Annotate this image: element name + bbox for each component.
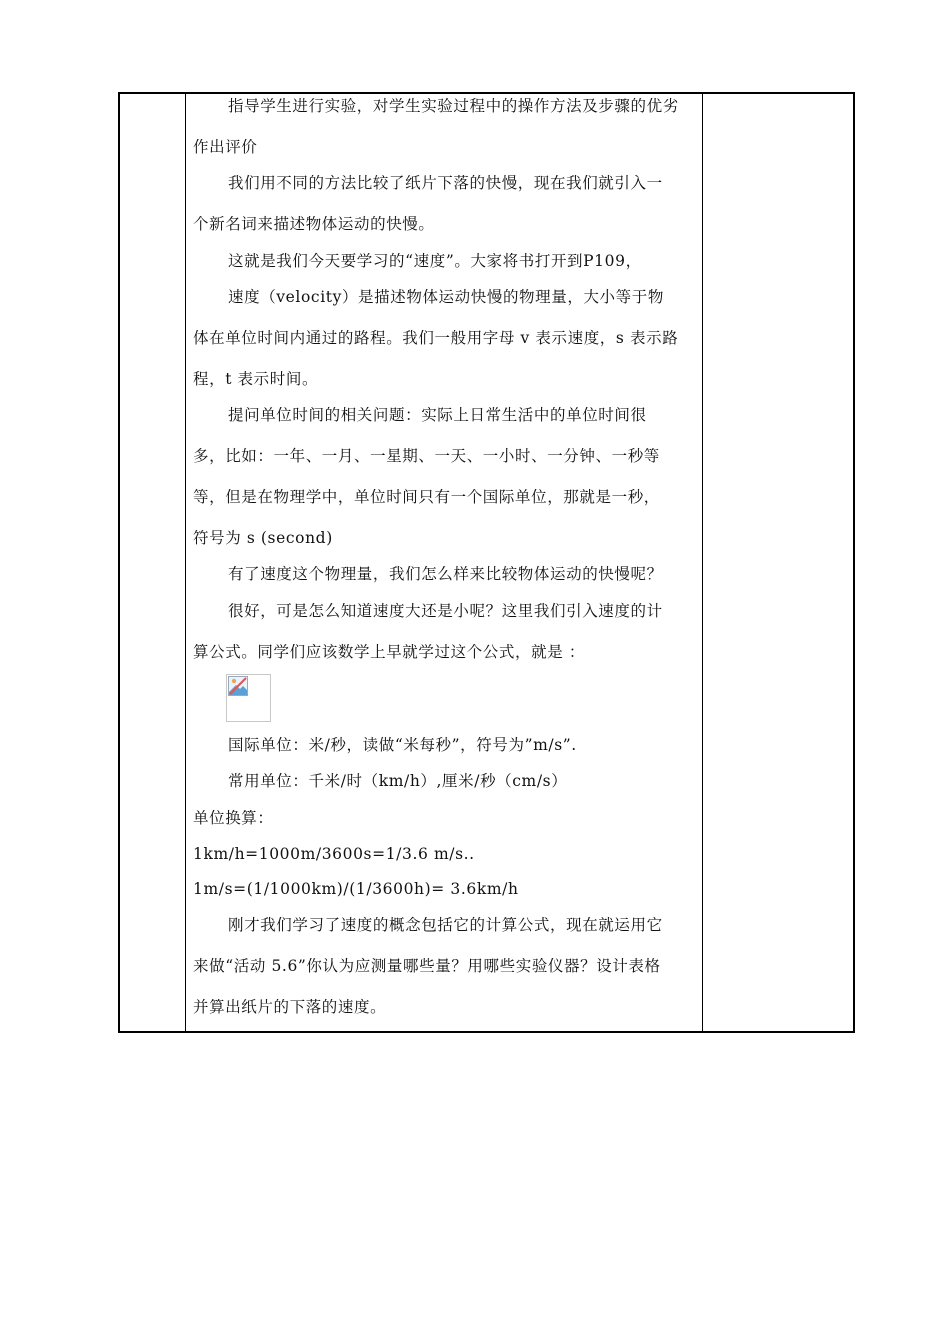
- text-line: 1m/s=(1/1000km)/(1/3600h)= 3.6km/h: [193, 880, 519, 898]
- text-line: 常用单位：千米/时（km/h）,厘米/秒（cm/s）: [228, 772, 568, 790]
- text-line: 算公式。同学们应该数学上早就学过这个公式，就是 ：: [193, 643, 585, 661]
- table-divider-right: [702, 94, 703, 1031]
- text-line: 刚才我们学习了速度的概念包括它的计算公式，现在就运用它: [228, 916, 663, 934]
- text-line: 多，比如：一年、一月、一星期、一天、一小时、一分钟、一秒等: [193, 447, 660, 465]
- table-divider-left: [185, 94, 186, 1031]
- text-line: 国际单位：米/秒，读做“米每秒”，符号为”m/s”.: [228, 736, 577, 754]
- text-line: 速度（velocity）是描述物体运动快慢的物理量，大小等于物: [228, 288, 664, 306]
- text-line: 体在单位时间内通过的路程。我们一般用字母 v 表示速度，s 表示路: [193, 329, 679, 347]
- text-line: 提问单位时间的相关问题：实际上日常生活中的单位时间很: [228, 406, 647, 424]
- formula-image: [226, 674, 271, 722]
- broken-image-icon: [228, 676, 248, 696]
- text-line: 单位换算：: [193, 809, 274, 827]
- text-line: 指导学生进行实验，对学生实验过程中的操作方法及步骤的优劣: [228, 97, 679, 115]
- text-line: 等，但是在物理学中，单位时间只有一个国际单位，那就是一秒，: [193, 488, 660, 506]
- text-line: 很好，可是怎么知道速度大还是小呢？这里我们引入速度的计: [228, 602, 663, 620]
- text-line: 我们用不同的方法比较了纸片下落的快慢，现在我们就引入一: [228, 174, 663, 192]
- text-line: 个新名词来描述物体运动的快慢。: [193, 215, 435, 233]
- text-line: 这就是我们今天要学习的“速度”。大家将书打开到P109，: [228, 252, 642, 270]
- text-line: 程，t 表示时间。: [193, 370, 319, 388]
- text-line: 并算出纸片的下落的速度。: [193, 998, 387, 1016]
- text-line: 1km/h=1000m/3600s=1/3.6 m/s..: [193, 845, 475, 863]
- text-line: 作出评价: [193, 138, 258, 156]
- text-line: 有了速度这个物理量，我们怎么样来比较物体运动的快慢呢？: [228, 565, 663, 583]
- text-line: 符号为 s (second): [193, 529, 333, 547]
- text-line: 来做“活动 5.6”你认为应测量哪些量？用哪些实验仪器？设计表格: [193, 957, 661, 975]
